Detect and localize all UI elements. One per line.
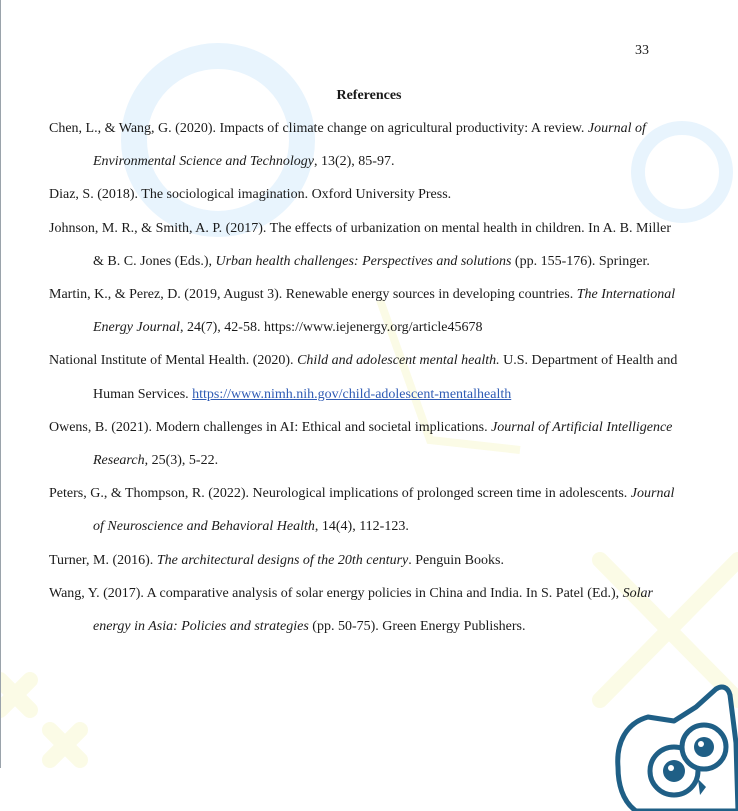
reference-italic-text: Solar energy in Asia: Policies and strategies [93,585,654,635]
reference-text: Peters, G., & Thompson, R. (2022). Neurological implications of prolonged screen time in adolescents. [49,486,631,502]
reference-entry [49,477,679,543]
reference-text: Martin, K., & Perez, D. (2019, August 3). Renewable energy sources in developing countries. [49,287,577,303]
reference-entry [49,577,679,643]
reference-text: Wang, Y. (2017). A comparative analysis of solar energy policies in China and India. In S. Patel (Ed.), [49,585,623,601]
reference-text: Diaz, S. (2018). The sociological imagination. Oxford University Press. [49,187,452,203]
page-number: 33 [635,43,649,58]
reference-text: , 24(7), 42-58. https://www.iejenergy.org/article45678 [179,320,483,336]
owl-logo-icon [612,683,738,811]
reference-text: Chen, L., & Wang, G. (2020). Impacts of climate change on agricultural productivity: A review. [49,121,588,136]
reference-italic-text: Journal of Environmental Science and Technology [93,121,646,170]
reference-entry [49,212,679,278]
reference-text: Owens, B. (2021). Modern challenges in AI: Ethical and societal implications. [49,419,492,435]
reference-entry [49,544,679,577]
reference-entry [49,278,679,344]
reference-italic-text: The architectural designs of the 20th century [156,552,409,568]
reference-italic-text: The International Energy Journal [93,287,676,336]
reference-text: , 13(2), 85-97. [313,154,395,170]
reference-entry [49,411,679,477]
reference-text: U.S. Department of Health and Human Services. [93,353,678,402]
reference-text: Johnson, M. R., & Smith, A. P. (2017). The effects of urbanization on mental health in children. In A. B. Miller & B. C. Jones (Eds.), [49,220,672,269]
reference-text: (pp. 155-176). Springer. [511,253,650,269]
reference-link[interactable]: https://www.nimh.nih.gov/child-adolescent-mentalhealth [192,386,512,402]
reference-italic-text: Journal of Neuroscience and Behavioral Health [93,486,675,535]
reference-entry [49,112,679,178]
reference-text: . Penguin Books. [408,552,504,568]
page-edge [0,0,1,768]
reference-text: , 25(3), 5-22. [144,453,219,469]
reference-text: National Institute of Mental Health. (2020). [49,353,298,369]
reference-entry [49,178,679,211]
reference-italic-text: Urban health challenges: Perspectives and solutions [215,253,512,269]
reference-text: , 14(4), 112-123. [314,519,409,535]
reference-list [49,112,679,643]
reference-text: (pp. 50-75). Green Energy Publishers. [308,619,526,635]
reference-italic-text: Child and adolescent mental health. [297,353,500,369]
reference-text: Turner, M. (2016). [49,552,157,568]
reference-italic-text: Journal of Artificial Intelligence Research [93,419,673,469]
reference-entry [49,344,679,410]
references-heading: References [336,88,402,103]
